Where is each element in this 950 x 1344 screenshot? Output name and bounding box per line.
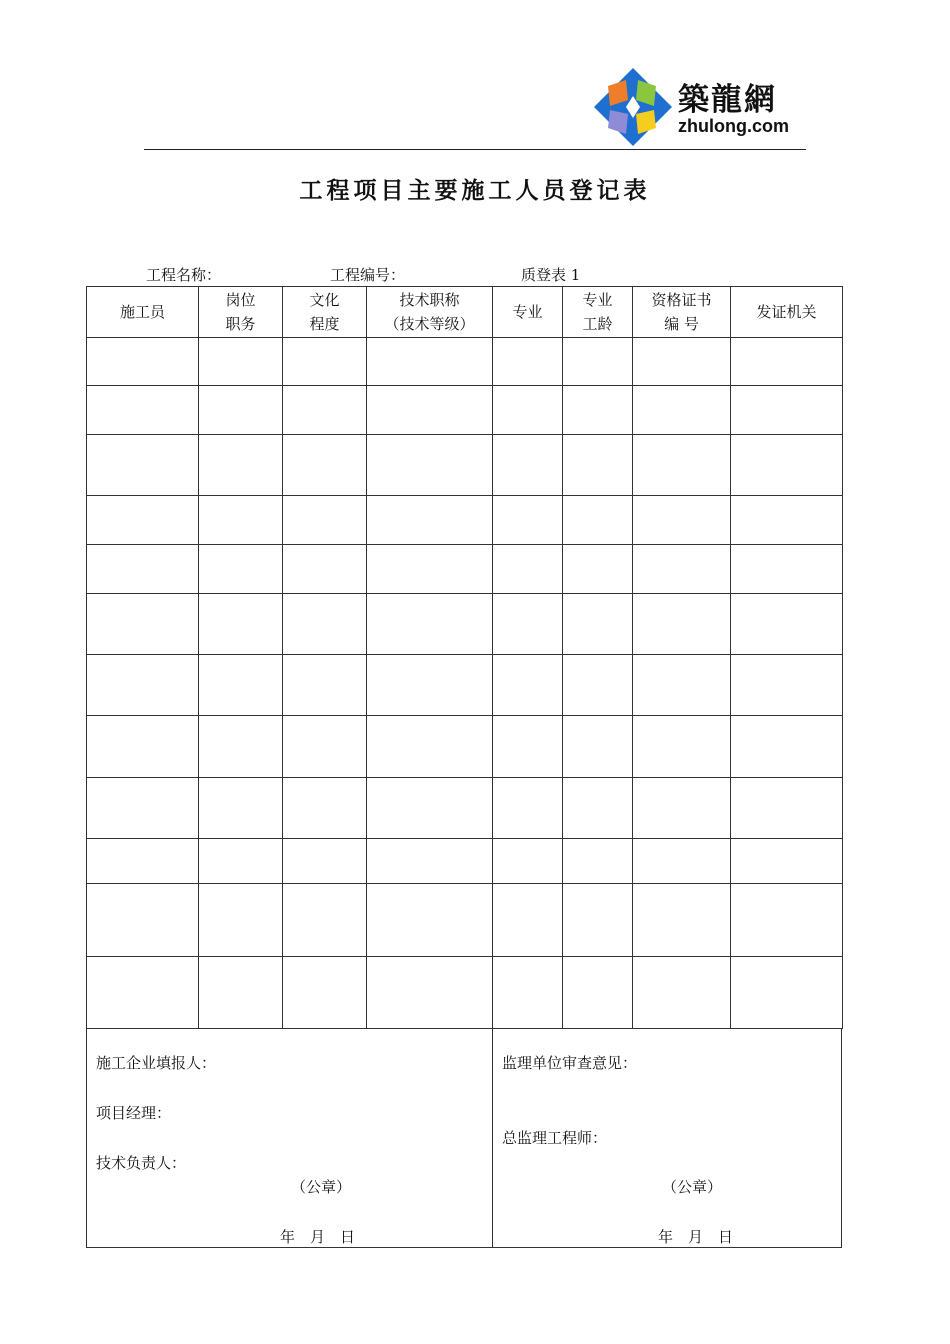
table-cell[interactable] (87, 594, 199, 655)
logo-chinese-name: 築龍網 (678, 82, 777, 118)
table-row (87, 545, 843, 594)
table-cell[interactable] (563, 386, 633, 435)
table-cell[interactable] (199, 839, 283, 884)
table-cell[interactable] (731, 778, 843, 839)
table-cell[interactable] (633, 716, 731, 778)
personnel-table (86, 286, 843, 1029)
signature-section (86, 1029, 842, 1248)
table-row (87, 435, 843, 496)
col-header-certificate-no: 资格证书 编 号 (633, 287, 731, 338)
supervisor-opinion-label: 监理单位审查意见： (502, 1054, 638, 1072)
chief-supervisor-label: 总监理工程师： (502, 1129, 608, 1147)
table-cell[interactable] (563, 778, 633, 839)
table-cell[interactable] (493, 957, 563, 1029)
table-cell[interactable] (367, 435, 493, 496)
table-cell[interactable] (493, 655, 563, 716)
table-cell[interactable] (633, 386, 731, 435)
zhulong-logo-mark (592, 66, 674, 148)
table-cell[interactable] (87, 716, 199, 778)
table-cell[interactable] (367, 957, 493, 1029)
table-cell[interactable] (493, 778, 563, 839)
table-cell[interactable] (633, 545, 731, 594)
table-cell[interactable] (731, 839, 843, 884)
table-cell[interactable] (633, 655, 731, 716)
table-row (87, 884, 843, 957)
table-cell[interactable] (283, 716, 367, 778)
table-cell[interactable] (367, 655, 493, 716)
col-header-worker: 施工员 (87, 287, 199, 338)
page-title: 工程项目主要施工人员登记表 (299, 177, 651, 204)
table-cell[interactable] (367, 496, 493, 545)
logo-cube-lavender (608, 110, 628, 134)
table-cell[interactable] (493, 338, 563, 386)
col-header-position: 岗位 职务 (199, 287, 283, 338)
table-cell[interactable] (731, 386, 843, 435)
table-header-row (87, 287, 843, 338)
table-cell[interactable] (563, 716, 633, 778)
table-cell[interactable] (283, 545, 367, 594)
table-cell[interactable] (563, 594, 633, 655)
table-cell[interactable] (563, 545, 633, 594)
table-cell[interactable] (633, 594, 731, 655)
signature-divider (492, 1029, 493, 1247)
table-cell[interactable] (199, 545, 283, 594)
logo-cube-yellow (636, 110, 656, 134)
table-cell[interactable] (633, 338, 731, 386)
table-cell[interactable] (563, 435, 633, 496)
table-cell[interactable] (87, 545, 199, 594)
table-cell[interactable] (283, 884, 367, 957)
table-cell[interactable] (731, 594, 843, 655)
table-cell[interactable] (199, 435, 283, 496)
table-row (87, 338, 843, 386)
table-cell[interactable] (367, 594, 493, 655)
table-cell[interactable] (199, 778, 283, 839)
table-cell[interactable] (731, 435, 843, 496)
table-cell[interactable] (283, 839, 367, 884)
table-cell[interactable] (731, 545, 843, 594)
table-cell[interactable] (283, 338, 367, 386)
table-cell[interactable] (199, 655, 283, 716)
col-header-specialty-years: 专业 工龄 (563, 287, 633, 338)
table-cell[interactable] (633, 778, 731, 839)
table-cell[interactable] (731, 716, 843, 778)
form-code: 质登表 1 (521, 266, 581, 284)
table-cell[interactable] (87, 655, 199, 716)
table-cell[interactable] (199, 716, 283, 778)
zhulong-logo (592, 66, 807, 148)
project-number-label: 工程编号： (330, 266, 406, 284)
table-cell[interactable] (367, 716, 493, 778)
table-cell[interactable] (563, 957, 633, 1029)
table-cell[interactable] (283, 435, 367, 496)
table-cell[interactable] (731, 496, 843, 545)
table-cell[interactable] (283, 496, 367, 545)
table-cell[interactable] (563, 338, 633, 386)
logo-domain: zhulong.com (678, 116, 789, 136)
contractor-date: 年 月 日 (280, 1228, 356, 1246)
table-cell[interactable] (563, 884, 633, 957)
table-row (87, 839, 843, 884)
table-cell[interactable] (87, 496, 199, 545)
table-cell[interactable] (493, 545, 563, 594)
project-manager-label: 项目经理： (96, 1104, 172, 1122)
contractor-seal: （公章） (291, 1178, 352, 1196)
table-cell[interactable] (199, 957, 283, 1029)
table-cell[interactable] (633, 496, 731, 545)
table-cell[interactable] (493, 594, 563, 655)
table-cell[interactable] (367, 338, 493, 386)
table-row (87, 594, 843, 655)
table-cell[interactable] (283, 386, 367, 435)
col-header-issuing-authority: 发证机关 (731, 287, 843, 338)
table-cell[interactable] (87, 839, 199, 884)
table-cell[interactable] (87, 884, 199, 957)
table-cell[interactable] (283, 655, 367, 716)
table-row (87, 716, 843, 778)
col-header-specialty: 专业 (493, 287, 563, 338)
table-cell[interactable] (633, 884, 731, 957)
table-cell[interactable] (87, 338, 199, 386)
table-cell[interactable] (87, 435, 199, 496)
table-cell[interactable] (283, 594, 367, 655)
table-row (87, 778, 843, 839)
table-cell[interactable] (367, 884, 493, 957)
table-cell[interactable] (199, 884, 283, 957)
technical-lead-label: 技术负责人： (96, 1154, 187, 1172)
col-header-tech-title: 技术职称 （技术等级） (367, 287, 493, 338)
table-cell[interactable] (563, 839, 633, 884)
table-body (87, 338, 843, 1029)
table-cell[interactable] (493, 839, 563, 884)
table-row (87, 655, 843, 716)
table-cell[interactable] (199, 594, 283, 655)
table-cell[interactable] (367, 778, 493, 839)
table-cell[interactable] (87, 386, 199, 435)
project-name-label: 工程名称： (146, 266, 222, 284)
contractor-filler-label: 施工企业填报人： (96, 1054, 217, 1072)
table-cell[interactable] (731, 884, 843, 957)
table-cell[interactable] (283, 778, 367, 839)
table-cell[interactable] (731, 655, 843, 716)
table-cell[interactable] (493, 716, 563, 778)
table-cell[interactable] (633, 435, 731, 496)
table-row (87, 496, 843, 545)
supervisor-seal: （公章） (662, 1178, 723, 1196)
table-cell[interactable] (563, 496, 633, 545)
header-divider (144, 149, 806, 150)
table-cell[interactable] (493, 496, 563, 545)
table-cell[interactable] (563, 655, 633, 716)
table-cell[interactable] (633, 839, 731, 884)
table-cell[interactable] (87, 957, 199, 1029)
table-cell[interactable] (493, 386, 563, 435)
col-header-education: 文化 程度 (283, 287, 367, 338)
table-cell[interactable] (367, 839, 493, 884)
table-cell[interactable] (367, 386, 493, 435)
table-cell[interactable] (493, 884, 563, 957)
table-cell[interactable] (633, 957, 731, 1029)
table-cell[interactable] (199, 386, 283, 435)
table-cell[interactable] (731, 338, 843, 386)
table-cell[interactable] (367, 545, 493, 594)
table-cell[interactable] (493, 435, 563, 496)
table-cell[interactable] (199, 496, 283, 545)
table-row (87, 957, 843, 1029)
table-row (87, 386, 843, 435)
table-cell[interactable] (283, 957, 367, 1029)
supervisor-date: 年 月 日 (658, 1228, 734, 1246)
table-cell[interactable] (731, 957, 843, 1029)
table-cell[interactable] (87, 778, 199, 839)
table-cell[interactable] (199, 338, 283, 386)
